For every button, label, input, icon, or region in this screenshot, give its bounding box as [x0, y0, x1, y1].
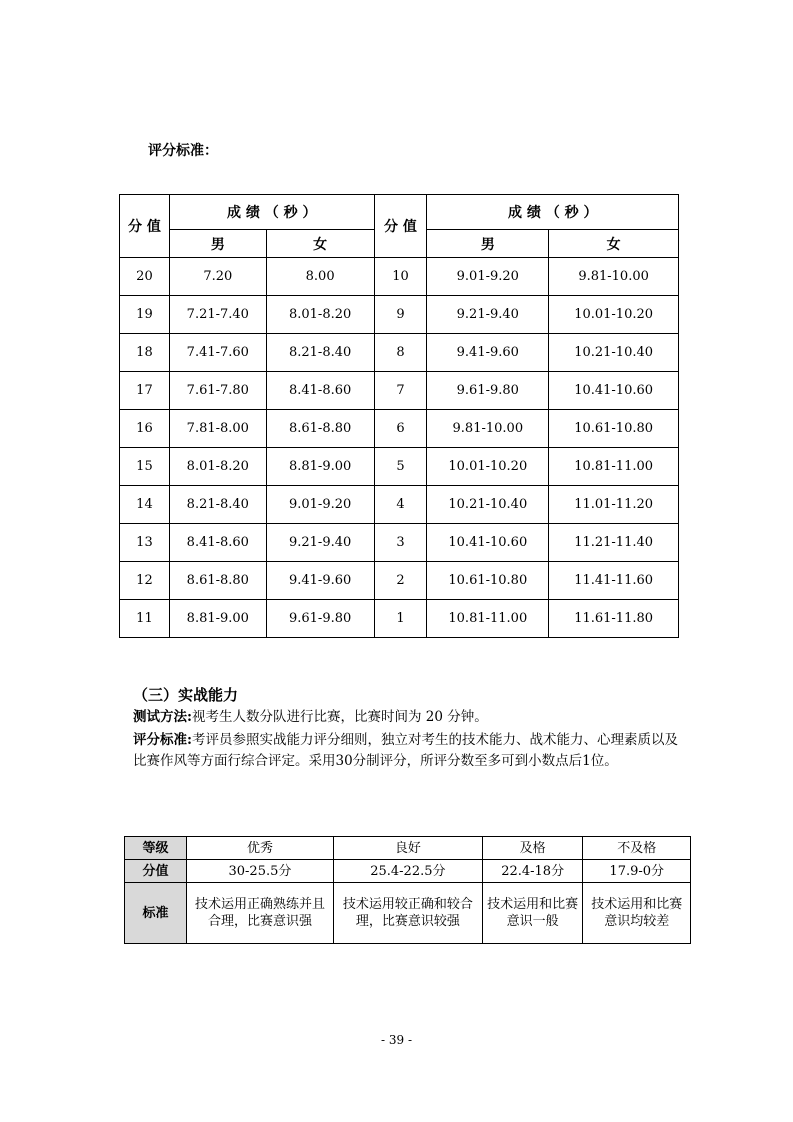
criteria-text: 考评员参照实战能力评分细则，独立对考生的技术能力、战术能力、心理素质以及比赛作风等方面行综合评定。采用30分制评分，所评分数至多可到小数点后1位。 [133, 732, 678, 769]
score-cell: 9.61-9.80 [266, 600, 374, 638]
score-cell: 3 [374, 524, 427, 562]
score-header-left: 分 值 [120, 195, 170, 258]
test-method [133, 707, 683, 728]
score-cell: 11.01-11.20 [549, 486, 679, 524]
score-row [120, 410, 679, 448]
score-cell: 9.81-10.00 [427, 410, 549, 448]
grade-level: 优秀 [187, 837, 334, 860]
score-cell: 12 [120, 562, 170, 600]
score-cell: 10.41-10.60 [549, 372, 679, 410]
grade-score: 17.9-0分 [583, 860, 691, 883]
score-row [120, 448, 679, 486]
score-cell: 20 [120, 258, 170, 296]
score-cell: 9.41-9.60 [427, 334, 549, 372]
score-cell: 10.61-10.80 [427, 562, 549, 600]
result-header-right: 成 绩 （ 秒 ） [427, 195, 679, 230]
score-cell: 5 [374, 448, 427, 486]
score-cell: 8.41-8.60 [266, 372, 374, 410]
score-cell: 11.61-11.80 [549, 600, 679, 638]
score-cell: 9.21-9.40 [266, 524, 374, 562]
grade-standard: 技术运用和比赛意识均较差 [583, 883, 691, 944]
female-header-right: 女 [549, 230, 679, 258]
score-row [120, 524, 679, 562]
score-cell: 4 [374, 486, 427, 524]
score-row [120, 562, 679, 600]
score-cell: 8.61-8.80 [266, 410, 374, 448]
score-cell: 9 [374, 296, 427, 334]
score-cell: 10.21-10.40 [549, 334, 679, 372]
result-header-left: 成 绩 （ 秒 ） [169, 195, 374, 230]
score-heading: 评分标准： [148, 143, 218, 159]
score-cell: 8.21-8.40 [266, 334, 374, 372]
score-cell: 10.61-10.80 [549, 410, 679, 448]
male-header-right: 男 [427, 230, 549, 258]
score-cell: 10.41-10.60 [427, 524, 549, 562]
score-cell: 19 [120, 296, 170, 334]
grade-level: 不及格 [583, 837, 691, 860]
score-cell: 10.81-11.00 [427, 600, 549, 638]
score-cell: 7.81-8.00 [169, 410, 266, 448]
score-cell: 8.00 [266, 258, 374, 296]
score-cell: 16 [120, 410, 170, 448]
test-method-label: 测试方法: [133, 709, 192, 725]
score-cell: 18 [120, 334, 170, 372]
score-row [120, 334, 679, 372]
sprint-score-table [119, 194, 679, 638]
female-header-left: 女 [266, 230, 374, 258]
grade-row-label: 等级 [125, 837, 187, 860]
score-cell: 11.21-11.40 [549, 524, 679, 562]
score-cell: 13 [120, 524, 170, 562]
score-row [120, 296, 679, 334]
score-cell: 9.01-9.20 [266, 486, 374, 524]
score-cell: 9.41-9.60 [266, 562, 374, 600]
grade-standard: 技术运用正确熟练并且合理，比赛意识强 [187, 883, 334, 944]
score-cell: 11.41-11.60 [549, 562, 679, 600]
combat-grade-table [124, 836, 691, 944]
score-header-right: 分 值 [374, 195, 427, 258]
score-cell: 11 [120, 600, 170, 638]
score-cell: 8.01-8.20 [266, 296, 374, 334]
male-header-left: 男 [169, 230, 266, 258]
criteria-paragraph [133, 730, 683, 772]
score-cell: 8 [374, 334, 427, 372]
grade-score: 25.4-22.5分 [333, 860, 482, 883]
test-method-text: 视考生人数分队进行比赛，比赛时间为 20 分钟。 [191, 709, 488, 725]
score-cell: 7.41-7.60 [169, 334, 266, 372]
score-cell: 8.81-9.00 [266, 448, 374, 486]
score-cell: 7 [374, 372, 427, 410]
criteria-label: 评分标准: [133, 732, 192, 748]
score-cell: 8.21-8.40 [169, 486, 266, 524]
score-cell: 10.01-10.20 [549, 296, 679, 334]
score-cell: 9.61-9.80 [427, 372, 549, 410]
section-title: （三）实战能力 [133, 686, 239, 704]
score-cell: 17 [120, 372, 170, 410]
score-cell: 1 [374, 600, 427, 638]
score-cell: 8.41-8.60 [169, 524, 266, 562]
score-cell: 10.21-10.40 [427, 486, 549, 524]
score-cell: 10 [374, 258, 427, 296]
score-cell: 10.01-10.20 [427, 448, 549, 486]
score-cell: 8.81-9.00 [169, 600, 266, 638]
score-cell: 8.01-8.20 [169, 448, 266, 486]
grade-standard: 技术运用较正确和较合理，比赛意识较强 [333, 883, 482, 944]
score-cell: 7.21-7.40 [169, 296, 266, 334]
page-number: - 39 - [380, 1033, 412, 1047]
grade-score: 22.4-18分 [482, 860, 583, 883]
score-cell: 14 [120, 486, 170, 524]
score-cell: 7.61-7.80 [169, 372, 266, 410]
score-row [120, 372, 679, 410]
score-cell: 9.81-10.00 [549, 258, 679, 296]
score-cell: 10.81-11.00 [549, 448, 679, 486]
score-cell: 6 [374, 410, 427, 448]
score-row [120, 486, 679, 524]
score-row [120, 258, 679, 296]
score-cell: 7.20 [169, 258, 266, 296]
grade-standard: 技术运用和比赛意识一般 [482, 883, 583, 944]
grade-score: 30-25.5分 [187, 860, 334, 883]
score-row-label: 分值 [125, 860, 187, 883]
grade-level: 及格 [482, 837, 583, 860]
score-cell: 15 [120, 448, 170, 486]
score-cell: 9.21-9.40 [427, 296, 549, 334]
grade-level: 良好 [333, 837, 482, 860]
standard-row-label: 标准 [125, 883, 187, 944]
score-cell: 8.61-8.80 [169, 562, 266, 600]
score-cell: 2 [374, 562, 427, 600]
score-cell: 9.01-9.20 [427, 258, 549, 296]
score-row [120, 600, 679, 638]
